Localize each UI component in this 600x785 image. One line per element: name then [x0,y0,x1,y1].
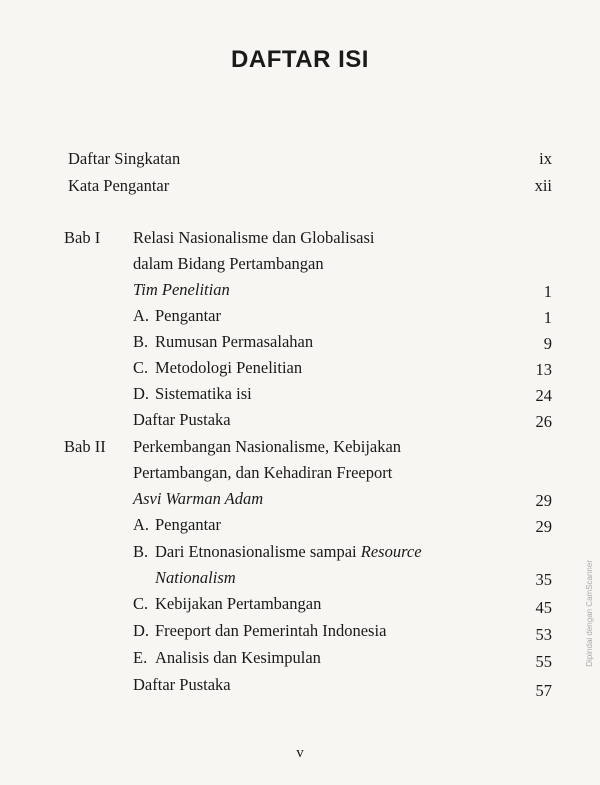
toc-bibliography-page: 57 [535,681,552,700]
toc-bibliography: Daftar Pustaka [133,410,231,429]
chapter-title-line2: dalam Bidang Pertambangan [133,254,324,273]
toc-item-letter: E. [133,648,148,667]
page-number: v [296,745,304,761]
toc-item-letter: C. [133,358,149,377]
toc-item-page: 9 [543,334,552,353]
toc-item-letter: A. [133,306,150,325]
toc-item-text: Pengantar [155,306,221,325]
chapter-label: Bab I [64,228,101,247]
toc-item-text: Kebijakan Pertambangan [155,594,322,613]
chapter-author-page: 29 [535,491,552,510]
toc-item-text: Sistematika isi [155,384,252,403]
toc-item-page: 45 [535,598,552,617]
toc-entry-daftar-singkatan: Daftar Singkatan [68,149,181,168]
toc-item-italic-continuation: Nationalism [155,568,236,587]
toc-entry-kata-pengantar: Kata Pengantar [68,176,170,195]
toc-item-page: 13 [535,360,552,379]
chapter-label: Bab II [64,437,106,456]
toc-item-text: Rumusan Permasalahan [155,332,314,351]
toc-item-page: 1 [543,308,552,327]
toc-item-letter: D. [133,621,150,640]
toc-item-letter: B. [133,332,149,351]
toc-item-letter: B. [133,542,149,561]
toc-item-italic-term: Resource [360,542,422,561]
toc-item-letter: D. [133,384,150,403]
toc-page-kata-pengantar: xii [534,176,552,195]
toc-item-letter: A. [133,515,150,534]
toc-item-text: Analisis dan Kesimpulan [155,648,321,667]
chapter-author: Asvi Warman Adam [133,489,264,508]
toc-item-text: Metodologi Penelitian [155,358,303,377]
scanner-watermark: Dipindai dengan CamScanner [585,560,594,667]
chapter-title-line2: Pertambangan, dan Kehadiran Freeport [133,463,393,482]
chapter-author: Tim Penelitian [133,280,230,299]
chapter-title-line1: Relasi Nasionalisme dan Globalisasi [133,228,375,247]
toc-item-page: 35 [535,570,552,589]
toc-item-page: 29 [535,517,552,536]
toc-item-page: 53 [535,625,552,644]
toc-bibliography-page: 26 [535,412,552,431]
chapter-author-page: 1 [543,282,552,301]
toc-item-text: Pengantar [155,515,221,534]
toc-item-text: Freeport dan Pemerintah Indonesia [155,621,387,640]
chapter-title-line1: Perkembangan Nasionalisme, Kebijakan [133,437,402,456]
toc-item-text-wrapped [155,542,422,562]
page-title: DAFTAR ISI [231,46,369,73]
toc-item-page: 24 [535,386,552,405]
toc-bibliography: Daftar Pustaka [133,675,231,694]
toc-item-letter: C. [133,594,149,613]
toc-item-page: 55 [535,652,552,671]
toc-item-text: Dari Etnonasionalisme sampai [155,542,361,561]
toc-page-daftar-singkatan: ix [539,149,552,168]
